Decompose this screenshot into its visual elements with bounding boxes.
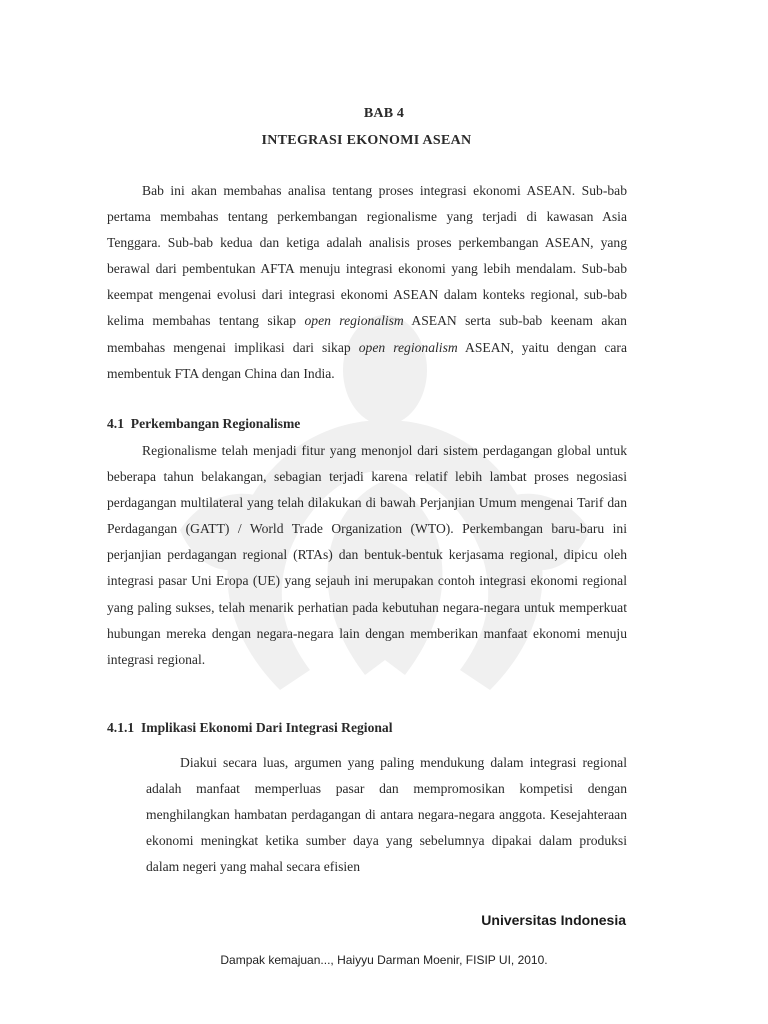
subsection-number: 4.1.1	[107, 720, 135, 735]
section-title: Perkembangan Regionalisme	[130, 416, 301, 431]
intro-paragraph	[107, 178, 627, 387]
section-4-1-paragraph	[107, 438, 627, 673]
section-4-1-body: Regionalisme telah menjadi fitur yang menonjol dari sistem perdagangan global untuk beberapa tahun belakangan, sebagian terjadi karena relatif lebih lambat proses negosiasi perdagangan multilateral yang telah dilakukan di bawah Perjanjian Umum mengenai Tarif dan Perdagangan (GATT) / World Trade Organization (WTO). Perkembangan baru-baru ini perjanjian perdagangan regional (RTAs) dan bentuk-bentuk kerjasama regional, dipicu oleh integrasi pasar Uni Eropa (UE) yang sejauh ini merupakan contoh integrasi ekonomi regional yang paling sukses, telah menarik perhatian pada kebutuhan negara-negara untuk memperkuat hubungan mereka dengan negara-negara lain dengan memberikan manfaat ekonomi menuju integrasi regional.	[107, 443, 627, 667]
intro-italic-2: open regionalism	[358, 339, 458, 355]
section-4-1-heading	[107, 416, 300, 432]
section-number: 4.1	[107, 416, 124, 431]
intro-italic-1: open regionalism	[304, 313, 404, 329]
section-4-1-1-heading	[107, 720, 393, 736]
subsection-title: Implikasi Ekonomi Dari Integrasi Regional	[140, 720, 393, 735]
section-4-1-1-body: Diakui secara luas, argumen yang paling mendukung dalam integrasi regional adalah manfaat memperluas pasar dan mempromosikan kompetisi dengan menghilangkan hambatan perdagangan di antara negara-negara anggota. Kesejahteraan ekonomi meningkat ketika sumber daya yang sebelumnya dipakai dalam produksi dalam negeri yang mahal secara efisien	[146, 755, 627, 875]
footer-university: Universitas Indonesia	[481, 912, 626, 928]
chapter-number: BAB 4	[363, 106, 405, 121]
section-4-1-1-paragraph	[146, 750, 627, 880]
intro-text-1: Bab ini akan membahas analisa tentang proses integrasi ekonomi ASEAN. Sub-bab pertama membahas tentang perkembangan regionalisme yang terjadi di kawasan Asia Tenggara. Sub-bab kedua dan ketiga adalah analisis proses perkembangan ASEAN, yang berawal dari pembentukan AFTA menuju integrasi ekonomi yang lebih mendalam. Sub-bab keempat mengenai evolusi dari integrasi ekonomi ASEAN dalam konteks regional, sub-bab kelima membahas tentang sikap	[107, 183, 627, 329]
chapter-title: INTEGRASI EKONOMI ASEAN	[261, 133, 472, 148]
intro-text-3: ASEAN, yaitu dengan cara membentuk FTA dengan China dan India.	[107, 339, 627, 381]
footer-citation: Dampak kemajuan..., Haiyyu Darman Moenir, FISIP UI, 2010.	[220, 953, 548, 967]
intro-text-2: ASEAN serta sub-bab keenam akan membahas mengenai implikasi dari sikap	[107, 313, 627, 355]
